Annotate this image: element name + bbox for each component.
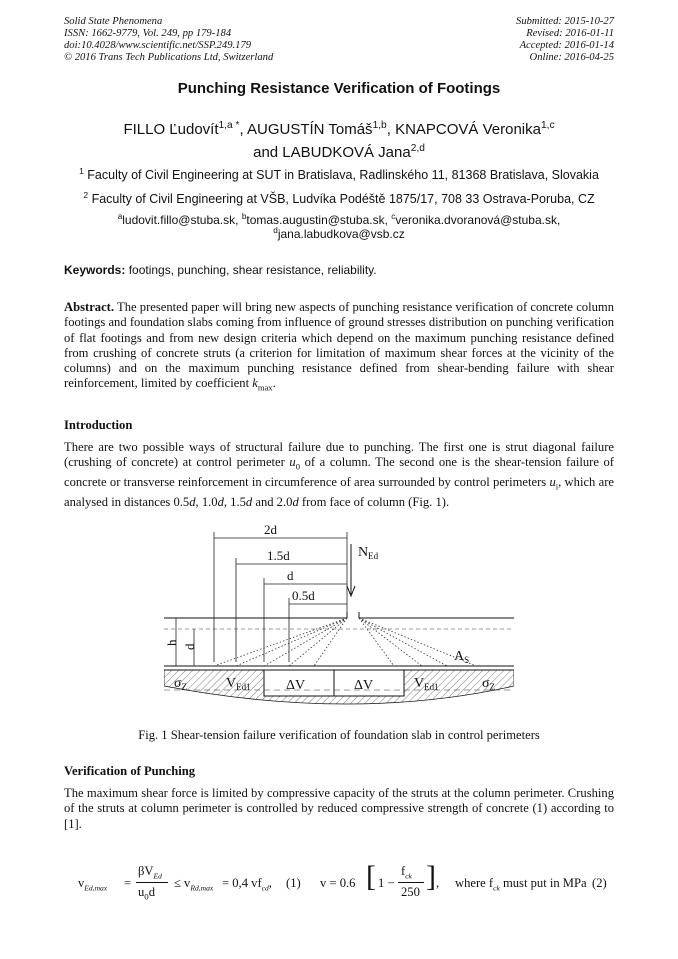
- author-augustin-sup: 1,b: [372, 120, 387, 131]
- label-sigma-z-left: $\sigma_Z$: [174, 676, 188, 692]
- affiliation-1-text: Faculty of Civil Engineering at SUT in Bratislava, Radlinského 11, 81368 Bratislava, Slovakia: [83, 168, 599, 182]
- journal-name: Solid State Phenomena: [64, 16, 163, 27]
- label-ved1-right: $V_{Ed1}$: [414, 676, 439, 692]
- label-d: d: [182, 643, 197, 650]
- eq-nu: v = 0.6: [320, 876, 356, 890]
- label-ved1-left: $V_{Ed1}$: [226, 676, 251, 692]
- figure-1-caption: Fig. 1 Shear-tension failure verification of foundation slab in control perimeters: [138, 728, 540, 742]
- intro-ui: u: [549, 475, 556, 490]
- eq-number-1: (1): [286, 876, 301, 890]
- email-d-sup: d: [273, 226, 278, 235]
- column: [347, 612, 359, 618]
- eq-rhs: = 0,4 $vf_{cd}$,: [222, 876, 272, 893]
- eq-v-ed-max: $v_{Ed,max}$: [78, 876, 108, 893]
- eq-comma: ,: [436, 876, 440, 890]
- intro-d3: d: [245, 494, 253, 509]
- eq-v-rd-max: ≤ $v_{Rd,max}$: [174, 876, 214, 893]
- journal-issn: ISSN: 1662-9779, Vol. 249, pp 179-184: [64, 28, 232, 39]
- email-a-sup: a: [117, 212, 123, 221]
- email-knapcova[interactable]: veronika.dvoranová@stuba.sk,: [395, 213, 561, 227]
- date-revised: Revised: 2016-01-11: [526, 28, 614, 39]
- email-b-sup: b: [241, 212, 247, 221]
- intro-u0: u: [289, 455, 296, 470]
- abstract-kmax: k: [252, 376, 258, 391]
- eq-bracket-close: ]: [426, 860, 436, 893]
- email-labudkova[interactable]: jana.labudkova@vsb.cz: [277, 227, 405, 241]
- label-sigma-z-right: $\sigma_Z$: [482, 676, 496, 692]
- affiliation-2: [0, 189, 678, 207]
- eq-fraction-bar: [136, 882, 168, 883]
- eq-fck: $f_{ck}$: [401, 864, 412, 881]
- journal-copyright: © 2016 Trans Tech Publications Ltd, Switzerland: [64, 52, 274, 63]
- author-list: [0, 118, 678, 164]
- date-submitted: Submitted: 2015-10-27: [516, 16, 614, 27]
- journal-info: [64, 16, 273, 64]
- author-augustin: , AUGUSTÍN Tomáš: [239, 121, 373, 138]
- dim-label-0-5d: 0.5d: [292, 588, 315, 603]
- eq-where: where $f_{ck}$ must put in MPa: [455, 876, 587, 893]
- email-fillo[interactable]: ludovit.fillo@stuba.sk,: [122, 213, 242, 227]
- dim-label-d: d: [287, 568, 294, 583]
- keywords-label: Keywords:: [64, 263, 126, 277]
- eq-one-minus: 1 −: [378, 876, 395, 890]
- affiliation-1: [0, 165, 678, 183]
- dim-label-2d: 2d: [264, 522, 277, 537]
- intro-u0-sub: 0: [295, 461, 300, 472]
- label-as: $A_S$: [454, 649, 470, 665]
- journal-doi: doi:10.4028/www.scientific.net/SSP.249.179: [64, 40, 252, 51]
- abstract: [64, 300, 614, 396]
- keywords: [64, 263, 614, 277]
- introduction-heading: Introduction: [64, 418, 133, 432]
- intro-d1: d: [189, 494, 196, 509]
- intro-text-2: of a column. The second one is the shear-tension failure of concrete or transverse reinforcement in circumference of area surrounded by control perimeters: [64, 455, 614, 490]
- affiliation-1-sup: 1: [79, 165, 84, 176]
- eq-denominator: $u_0d$: [138, 885, 155, 902]
- paper-title: Punching Resistance Verification of Footings: [177, 80, 501, 97]
- eq-equals: =: [124, 876, 132, 890]
- submission-dates: [516, 16, 614, 64]
- intro-text-6: and 2.0: [252, 494, 293, 509]
- intro-text-4: , 1.0: [195, 494, 218, 509]
- intro-text-3: , which are analysed in distances 0.5: [64, 475, 614, 509]
- abstract-text: The presented paper will bring new aspects of punching resistance verification of concrete column footings and foundation slabs coming from influence of ground stresses distribution on punching verification of flat footings and from new design criteria which depend on the maximum punching resistance defined from crushing of concrete struts (a criterion for limitation of maximum shear forces at the vicinity of the columns) and on the maximum punching resistance defined from shear-bending failure with shear reinforcement, limited by coefficient: [64, 300, 614, 391]
- figure-1-diagram: [164, 522, 514, 722]
- intro-text-5: , 1.5: [223, 494, 246, 509]
- equation-row: [64, 858, 614, 908]
- author-knapcova: , KNAPCOVÁ Veronika: [386, 121, 541, 138]
- email-c-sup: c: [391, 212, 396, 221]
- author-labudkova: and LABUDKOVÁ Jana: [253, 144, 411, 161]
- intro-ui-sub: i: [555, 481, 559, 492]
- load-label: $N_{Ed}$: [358, 545, 379, 561]
- verification-paragraph: The maximum shear force is limited by compressive capacity of the struts at the column perimeter. Crushing of the struts at column perimeter is controlled by reduced compressive strength of concrete (1) according to [1].: [64, 786, 614, 831]
- punching-cone-lines: [214, 618, 476, 666]
- author-knapcova-sup: 1,c: [540, 120, 555, 131]
- abstract-end: .: [272, 376, 276, 391]
- eq-number-2: (2): [592, 876, 607, 890]
- intro-d2: d: [217, 494, 224, 509]
- introduction-paragraph: [64, 440, 614, 510]
- eq-fraction-bar-2: [398, 882, 424, 883]
- email-augustin[interactable]: tomas.augustin@stuba.sk,: [246, 213, 392, 227]
- intro-text-7: from face of column (Fig. 1).: [298, 494, 450, 509]
- keywords-text: footings, punching, shear resistance, reliability.: [125, 263, 377, 277]
- intro-d4: d: [292, 494, 299, 509]
- date-online: Online: 2016-04-25: [529, 52, 614, 63]
- email-list: [0, 213, 678, 241]
- dim-label-1-5d: 1.5d: [267, 548, 290, 563]
- date-accepted: Accepted: 2016-01-14: [519, 40, 614, 51]
- eq-250: 250: [401, 885, 420, 899]
- verification-heading: Verification of Punching: [64, 764, 196, 778]
- abstract-label: Abstract.: [64, 300, 115, 314]
- intro-text-1: There are two possible ways of structural failure due to punching. The first one is strut diagonal failure (crushing of concrete) at control perimeter: [64, 440, 614, 470]
- eq-bracket-open: [: [366, 860, 376, 893]
- author-fillo-sup: 1,a *: [218, 120, 240, 131]
- author-fillo: FILLO Ľudovít: [123, 121, 219, 138]
- label-h: h: [164, 639, 179, 646]
- author-labudkova-sup: 2,d: [410, 143, 425, 154]
- affiliation-2-text: Faculty of Civil Engineering at VŠB, Ludvíka Podéště 1875/17, 708 33 Ostrava-Poruba, CZ: [88, 192, 595, 206]
- abstract-kmax-sub: max: [257, 383, 273, 393]
- label-delta-v-left: ΔV: [286, 678, 306, 693]
- eq-numerator: $\beta V_{Ed}$: [138, 864, 162, 881]
- label-delta-v-right: ΔV: [354, 678, 374, 693]
- affiliation-2-sup: 2: [83, 189, 89, 200]
